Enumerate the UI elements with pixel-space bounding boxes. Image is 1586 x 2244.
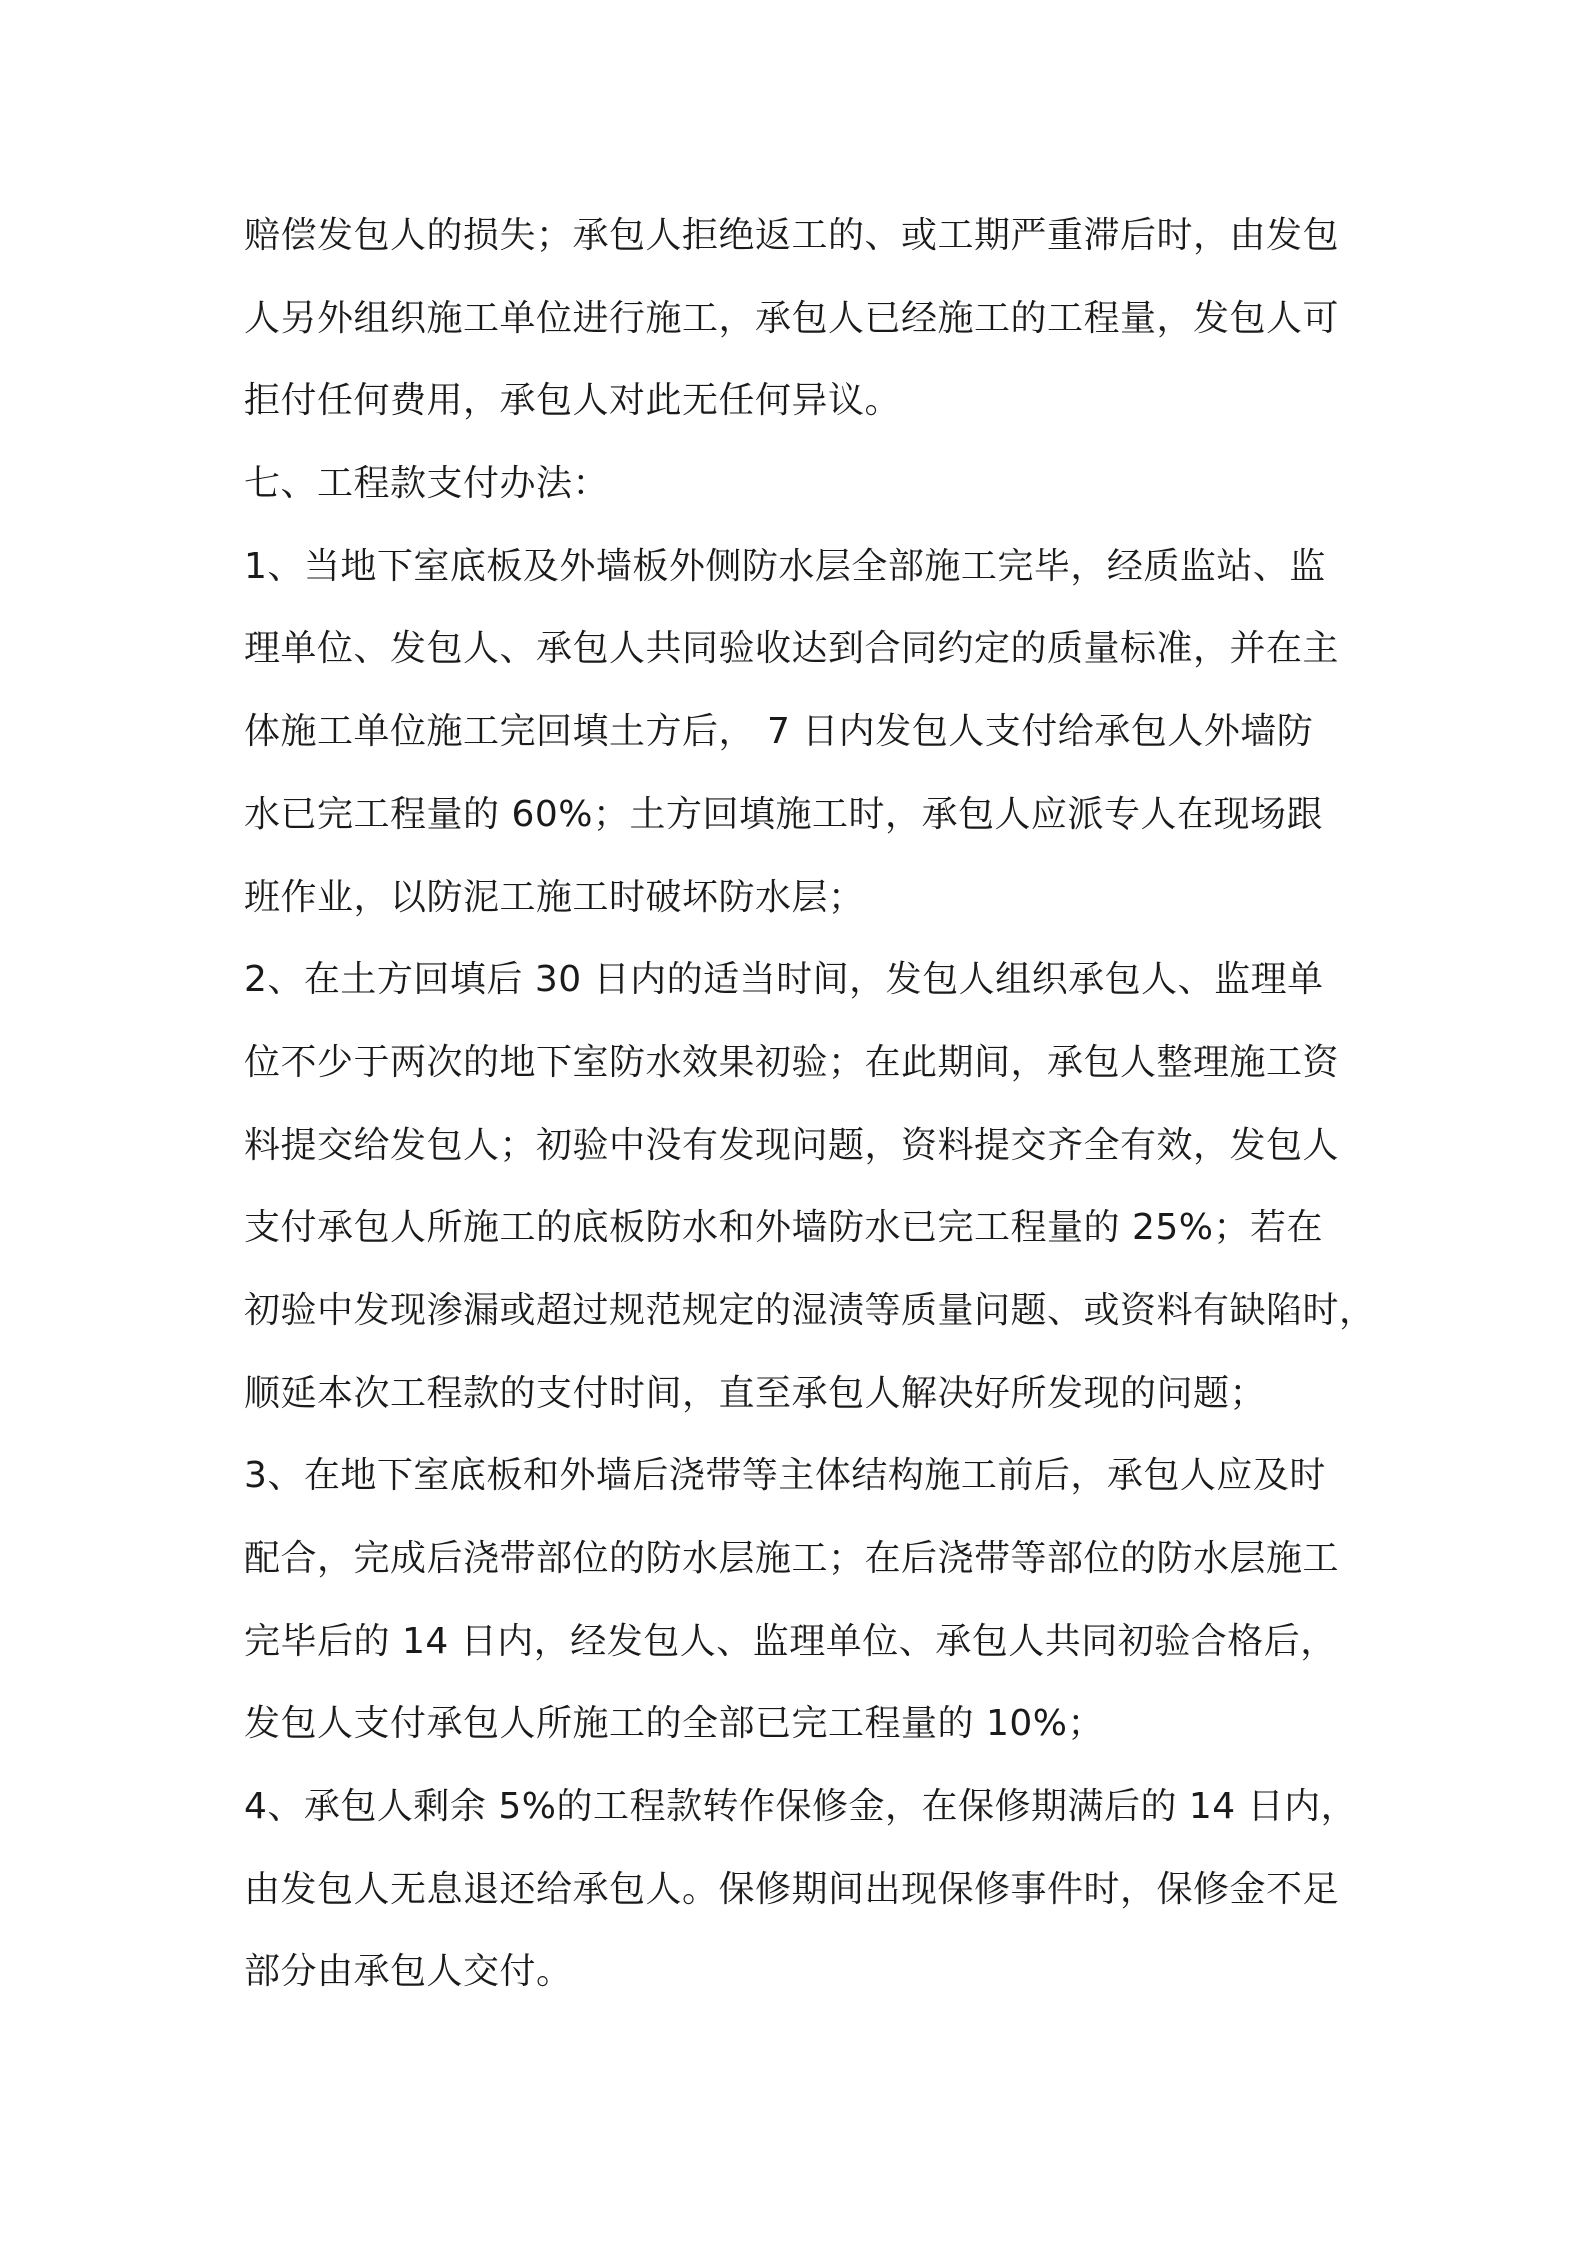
text-line-12: 料提交给发包人；初验中没有发现问题，资料提交齐全有效，发包人: [244, 1124, 1340, 1166]
text-line-17: 配合，完成后浇带部位的防水层施工；在后浇带等部位的防水层施工: [244, 1538, 1340, 1579]
text-line-1: 赔偿发包人的损失；承包人拒绝返工的、或工期严重滞后时，由发包: [244, 215, 1340, 256]
text-line-11: 位不少于两次的地下室防水效果初验；在此期间，承包人整理施工资: [244, 1041, 1340, 1083]
text-line-3: 拒付任何费用，承包人对此无任何异议。: [244, 380, 902, 422]
text-line-21: 由发包人无息退还给承包人。保修期间出现保修事件时，保修金不足: [244, 1868, 1340, 1910]
text-line-20: 4、承包人剩余 5%的工程款转作保修金，在保修期满后的 14 日内，: [244, 1786, 1358, 1828]
text-line-13: 支付承包人所施工的底板防水和外墙防水已完工程量的 25%；若在: [244, 1207, 1323, 1249]
text-line-7: 体施工单位施工完回填土方后， 7 日内发包人支付给承包人外墙防: [244, 711, 1314, 753]
text-line-10: 2、在土方回填后 30 日内的适当时间，发包人组织承包人、监理单: [244, 959, 1324, 1001]
text-line-16: 3、在地下室底板和外墙后浇带等主体结构施工前后，承包人应及时: [244, 1455, 1326, 1497]
text-line-15: 顺延本次工程款的支付时间，直至承包人解决好所发现的问题；: [244, 1372, 1267, 1414]
text-line-5: 1、当地下室底板及外墙板外侧防水层全部施工完毕，经质监站、监: [244, 545, 1326, 587]
text-line-9: 班作业，以防泥工施工时破坏防水层；: [244, 876, 865, 918]
text-line-14: 初验中发现渗漏或超过规范规定的湿渍等质量问题、或资料有缺陷时，: [244, 1289, 1376, 1331]
contract-body-text: [244, 195, 1376, 2014]
section-heading-payment: 七、工程款支付办法：: [244, 463, 610, 505]
text-line-19: 发包人支付承包人所施工的全部已完工程量的 10%；: [244, 1703, 1104, 1745]
text-line-18: 完毕后的 14 日内，经发包人、监理单位、承包人共同初验合格后，: [244, 1620, 1337, 1662]
text-line-6: 理单位、发包人、承包人共同验收达到合同约定的质量标准，并在主: [244, 628, 1340, 670]
text-line-8: 水已完工程量的 60%；土方回填施工时，承包人应派专人在现场跟: [244, 793, 1323, 835]
text-line-2: 人另外组织施工单位进行施工，承包人已经施工的工程量，发包人可: [244, 297, 1340, 339]
text-line-22: 部分由承包人交付。: [244, 1951, 573, 1993]
